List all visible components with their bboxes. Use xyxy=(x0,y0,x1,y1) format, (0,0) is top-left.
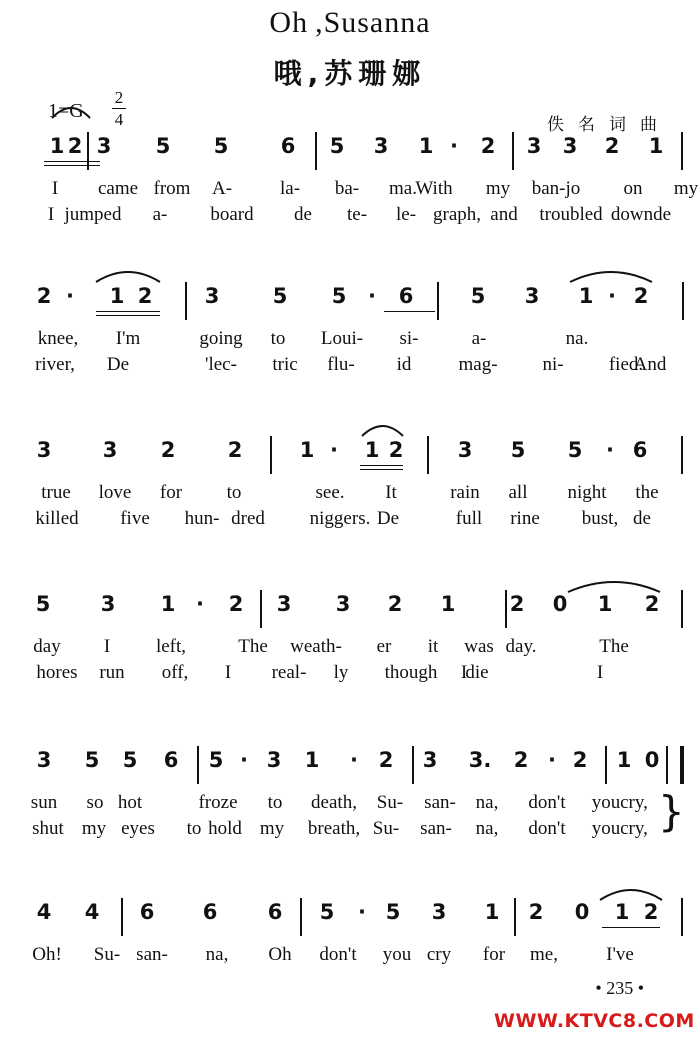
meter-bottom: 4 xyxy=(114,110,124,129)
slur-arc xyxy=(566,578,662,594)
jianpu-note: 3. xyxy=(468,748,492,772)
lyric-verse-2: na, xyxy=(475,818,499,839)
jianpu-note: 2 xyxy=(509,592,525,616)
lyric-verse-2: flu- xyxy=(327,354,355,375)
lyric-verse-1: The xyxy=(599,636,629,657)
bar-line xyxy=(315,132,317,170)
lyric-verse-2: de xyxy=(294,204,312,225)
jianpu-note: 1 xyxy=(484,900,500,924)
lyric-verse-2: full xyxy=(455,508,483,529)
lyric-verse-1: Oh! xyxy=(32,944,62,965)
lyric-verse-1: for xyxy=(482,944,506,965)
lyric-verse-1: I'm xyxy=(115,328,141,349)
jianpu-note: 5 xyxy=(331,284,347,308)
lyric-verse-2: my xyxy=(81,818,107,839)
jianpu-note: 2 xyxy=(228,592,244,616)
bar-line xyxy=(270,436,272,474)
jianpu-note: 5 xyxy=(567,438,583,462)
jianpu-note: 1 xyxy=(648,134,664,158)
jianpu-note: 5 xyxy=(319,900,335,924)
lyric-verse-2: graph, xyxy=(432,204,482,225)
lyric-verse-1: death, xyxy=(311,792,357,813)
lyric-verse-2: jumped xyxy=(64,204,122,225)
jianpu-note: 0 xyxy=(644,748,660,772)
lyric-verse-1: a- xyxy=(471,328,487,349)
lyric-verse-1: weath- xyxy=(290,636,342,657)
bar-line xyxy=(121,898,123,936)
lyric-verse-1: I xyxy=(103,636,111,657)
jianpu-note: 5 xyxy=(272,284,288,308)
lyric-verse-1: to xyxy=(226,482,242,503)
lyric-verse-1: see. xyxy=(315,482,345,503)
lyric-verse-2: my xyxy=(259,818,285,839)
lyric-verse-1: my xyxy=(673,178,699,199)
bar-line xyxy=(185,282,187,320)
jianpu-note: 2 xyxy=(388,438,404,462)
beam-underline xyxy=(360,465,403,466)
jianpu-note: 5 xyxy=(385,900,401,924)
slur-arc xyxy=(50,104,92,120)
lyric-verse-2: downde xyxy=(610,204,672,225)
lyric-verse-1: to xyxy=(270,328,286,349)
jianpu-note: 5 xyxy=(208,748,224,772)
meter-top: 2 xyxy=(114,88,124,107)
bar-line xyxy=(412,746,414,784)
jianpu-note: 3 xyxy=(102,438,118,462)
bar-line xyxy=(427,436,429,474)
bar-line xyxy=(681,898,683,936)
lyric-verse-2: te- xyxy=(346,204,368,225)
jianpu-note: 2 xyxy=(572,748,588,772)
jianpu-note: 1 xyxy=(440,592,456,616)
jianpu-note: · xyxy=(330,438,338,462)
jianpu-note: 5 xyxy=(84,748,100,772)
lyric-verse-1: na, xyxy=(205,944,229,965)
bar-line xyxy=(666,746,668,784)
time-signature xyxy=(112,88,126,129)
lyric-verse-1: la- xyxy=(279,178,301,199)
jianpu-note: 5 xyxy=(35,592,51,616)
jianpu-note: 5 xyxy=(122,748,138,772)
beam-underline xyxy=(360,469,403,470)
jianpu-note: · xyxy=(368,284,376,308)
jianpu-note: 2 xyxy=(513,748,529,772)
lyric-verse-2: ni- xyxy=(542,354,564,375)
jianpu-note: 5 xyxy=(470,284,486,308)
jianpu-note: 4 xyxy=(36,900,52,924)
lyric-verse-1: Su- xyxy=(376,792,404,813)
lyric-verse-1: don't xyxy=(528,792,566,813)
jianpu-note: 3 xyxy=(204,284,220,308)
bar-line xyxy=(681,590,683,628)
beam-underline xyxy=(602,927,660,928)
lyric-verse-2: hores xyxy=(36,662,78,683)
lyric-verse-2: Su- xyxy=(372,818,400,839)
lyric-verse-1: si- xyxy=(399,328,419,349)
lyric-verse-2: die xyxy=(465,662,489,683)
lyric-verse-2: I xyxy=(460,662,468,683)
lyric-verse-2: bust, xyxy=(581,508,619,529)
bar-line xyxy=(300,898,302,936)
beam-underline xyxy=(44,161,100,162)
slur-arc xyxy=(568,268,654,284)
jianpu-note: 3 xyxy=(524,284,540,308)
lyric-verse-1: Oh xyxy=(268,944,292,965)
jianpu-note: 6 xyxy=(202,900,218,924)
lyric-verse-2: off, xyxy=(161,662,189,683)
lyric-verse-1: san- xyxy=(136,944,168,965)
bar-line xyxy=(682,282,684,320)
jianpu-note: · xyxy=(358,900,366,924)
jianpu-note: 1 xyxy=(304,748,320,772)
lyric-verse-2: river, xyxy=(35,354,75,375)
lyric-verse-1: ban-jo xyxy=(531,178,581,199)
lyric-verse-2: le- xyxy=(395,204,417,225)
jianpu-note: 3 xyxy=(96,134,112,158)
jianpu-note: 1 xyxy=(160,592,176,616)
lyric-verse-1: ma. xyxy=(389,178,417,199)
lyric-verse-1: hot xyxy=(117,792,143,813)
lyric-verse-1: Su- xyxy=(93,944,121,965)
jianpu-note: 6 xyxy=(280,134,296,158)
lyric-verse-2: I xyxy=(596,662,604,683)
song-title-english: Oh ,Susanna xyxy=(269,6,431,39)
lyric-verse-1: came xyxy=(97,178,139,199)
jianpu-note: · xyxy=(240,748,248,772)
jianpu-note: 6 xyxy=(632,438,648,462)
jianpu-note: 2 xyxy=(480,134,496,158)
bar-line xyxy=(512,132,514,170)
jianpu-note: · xyxy=(548,748,556,772)
jianpu-note: 2 xyxy=(604,134,620,158)
jianpu-note: 2 xyxy=(137,284,153,308)
lyric-verse-1: cry, xyxy=(620,792,648,813)
bar-line xyxy=(197,746,199,784)
jianpu-note: 3 xyxy=(36,438,52,462)
jianpu-note: 1 xyxy=(578,284,594,308)
website-watermark: WWW.KTVC8.COM xyxy=(494,1010,695,1032)
jianpu-note: 6 xyxy=(163,748,179,772)
jianpu-note: 2 xyxy=(160,438,176,462)
lyric-verse-2: hold xyxy=(208,818,242,839)
jianpu-note: 3 xyxy=(562,134,578,158)
lyric-verse-2: don't xyxy=(528,818,566,839)
lyric-verse-1: I xyxy=(51,178,59,199)
jianpu-note: 3 xyxy=(457,438,473,462)
lyric-verse-2: troubled xyxy=(539,204,603,225)
jianpu-note: 3 xyxy=(335,592,351,616)
lyric-verse-2: I xyxy=(47,204,55,225)
lyric-verse-1: sun xyxy=(30,792,58,813)
jianpu-note: 6 xyxy=(398,284,414,308)
beam-underline xyxy=(96,311,160,312)
jianpu-note: 1 xyxy=(616,748,632,772)
lyric-verse-2: De xyxy=(106,354,130,375)
lyric-verse-1: was xyxy=(464,636,494,657)
lyric-verse-1: love xyxy=(98,482,132,503)
lyric-verse-2: id xyxy=(396,354,412,375)
final-bar-line xyxy=(680,746,684,784)
jianpu-note: · xyxy=(196,592,204,616)
verse-brace: } xyxy=(658,787,685,836)
bar-line xyxy=(437,282,439,320)
lyric-verse-1: so xyxy=(86,792,104,813)
lyric-verse-1: to xyxy=(267,792,283,813)
lyric-verse-2: dred xyxy=(231,508,265,529)
jianpu-note: 5 xyxy=(155,134,171,158)
lyric-verse-2: And xyxy=(633,354,667,375)
lyric-verse-2: fied. xyxy=(608,354,644,375)
jianpu-note: 5 xyxy=(510,438,526,462)
jianpu-note: · xyxy=(606,438,614,462)
lyric-verse-2: rine xyxy=(510,508,540,529)
slur-arc xyxy=(598,886,664,902)
jianpu-note: 3 xyxy=(36,748,52,772)
bar-line xyxy=(681,132,683,170)
jianpu-note: 1 xyxy=(614,900,630,924)
lyric-verse-2: to xyxy=(186,818,202,839)
jianpu-note: 0 xyxy=(574,900,590,924)
jianpu-note: 1 xyxy=(597,592,613,616)
lyric-verse-1: I've xyxy=(606,944,634,965)
lyric-verse-2: De xyxy=(376,508,400,529)
lyric-verse-1: na, xyxy=(475,792,499,813)
jianpu-note: 5 xyxy=(329,134,345,158)
bar-line xyxy=(514,898,516,936)
beam-underline xyxy=(384,311,435,312)
lyric-verse-2: niggers. xyxy=(309,508,371,529)
lyric-verse-1: don't xyxy=(319,944,357,965)
lyric-verse-2: and xyxy=(490,204,518,225)
jianpu-note: 1 xyxy=(109,284,125,308)
jianpu-note: 0 xyxy=(552,592,568,616)
lyric-verse-1: it xyxy=(427,636,439,657)
beam-underline xyxy=(44,165,100,166)
lyric-verse-2: hun- xyxy=(184,508,220,529)
key-signature: 1=G xyxy=(48,100,84,122)
lyric-verse-2: real- xyxy=(271,662,307,683)
jianpu-note: 3 xyxy=(526,134,542,158)
lyric-verse-1: from xyxy=(153,178,191,199)
lyric-verse-1: er xyxy=(376,636,392,657)
jianpu-note: 3 xyxy=(100,592,116,616)
bar-line xyxy=(681,436,683,474)
jianpu-note: 6 xyxy=(267,900,283,924)
jianpu-note: 2 xyxy=(387,592,403,616)
jianpu-note: 2 xyxy=(67,134,83,158)
lyric-verse-1: on xyxy=(623,178,643,199)
lyric-verse-2: breath, xyxy=(307,818,361,839)
lyric-verse-2: a- xyxy=(152,204,168,225)
song-title-chinese: 哦,苏珊娜 xyxy=(273,57,427,90)
lyric-verse-2: de xyxy=(633,508,651,529)
slur-arc xyxy=(360,422,405,438)
lyric-verse-1: A- xyxy=(211,178,233,199)
jianpu-note: · xyxy=(350,748,358,772)
jianpu-note: 2 xyxy=(378,748,394,772)
jianpu-note: 1 xyxy=(418,134,434,158)
lyric-verse-1: going xyxy=(199,328,243,349)
lyric-verse-1: san- xyxy=(424,792,456,813)
lyric-verse-2: ly xyxy=(333,662,349,683)
lyric-verse-2: I xyxy=(224,662,232,683)
jianpu-note: 1 xyxy=(49,134,65,158)
lyric-verse-1: my xyxy=(485,178,511,199)
lyric-verse-1: With xyxy=(415,178,453,199)
lyric-verse-1: knee, xyxy=(37,328,79,349)
lyric-verse-2: tric xyxy=(272,354,298,375)
jianpu-note: 3 xyxy=(276,592,292,616)
lyric-verse-1: day. xyxy=(505,636,537,657)
jianpu-note: 2 xyxy=(643,900,659,924)
jianpu-note: · xyxy=(450,134,458,158)
bar-line xyxy=(260,590,262,628)
lyric-verse-1: the xyxy=(635,482,659,503)
lyric-verse-2: shut xyxy=(32,818,64,839)
lyric-verse-1: all xyxy=(508,482,528,503)
lyric-verse-1: me, xyxy=(530,944,558,965)
lyric-verse-1: day xyxy=(33,636,61,657)
lyric-verse-1: cry xyxy=(426,944,452,965)
jianpu-note: 5 xyxy=(213,134,229,158)
lyric-verse-1: na. xyxy=(565,328,589,349)
lyric-verse-1: rain xyxy=(450,482,480,503)
lyric-verse-2: board xyxy=(210,204,254,225)
bar-line xyxy=(605,746,607,784)
lyric-verse-2: though xyxy=(384,662,438,683)
bar-line xyxy=(505,590,507,628)
jianpu-note: 2 xyxy=(644,592,660,616)
slur-arc xyxy=(94,268,162,284)
jianpu-note: 3 xyxy=(373,134,389,158)
lyric-verse-2: mag- xyxy=(458,354,498,375)
lyric-verse-1: for xyxy=(159,482,183,503)
lyric-verse-2: killed xyxy=(35,508,79,529)
beam-underline xyxy=(96,315,160,316)
lyric-verse-1: ba- xyxy=(334,178,360,199)
lyric-verse-1: It xyxy=(385,482,397,503)
lyric-verse-1: The xyxy=(238,636,268,657)
lyric-verse-1: Loui- xyxy=(320,328,364,349)
lyric-verse-2: san- xyxy=(420,818,452,839)
jianpu-note: 1 xyxy=(364,438,380,462)
lyric-verse-1: left, xyxy=(155,636,187,657)
jianpu-note: · xyxy=(66,284,74,308)
jianpu-note: 2 xyxy=(633,284,649,308)
lyric-verse-2: eyes xyxy=(121,818,155,839)
lyric-verse-1: true xyxy=(41,482,71,503)
lyric-verse-1: you xyxy=(591,792,621,813)
jianpu-note: 2 xyxy=(528,900,544,924)
page-number: • 235 • xyxy=(595,978,644,998)
lyric-verse-2: cry, xyxy=(620,818,648,839)
jianpu-note: 3 xyxy=(422,748,438,772)
lyric-verse-1: you xyxy=(382,944,412,965)
lyric-verse-2: five xyxy=(120,508,150,529)
lyric-verse-2: run xyxy=(99,662,125,683)
lyric-verse-1: froze xyxy=(198,792,238,813)
jianpu-note: 3 xyxy=(431,900,447,924)
jianpu-note: · xyxy=(608,284,616,308)
jianpu-note: 2 xyxy=(227,438,243,462)
jianpu-note: 4 xyxy=(84,900,100,924)
jianpu-note: 3 xyxy=(266,748,282,772)
jianpu-note: 6 xyxy=(139,900,155,924)
jianpu-note: 1 xyxy=(299,438,315,462)
jianpu-note: 2 xyxy=(36,284,52,308)
lyric-verse-2: you xyxy=(591,818,621,839)
lyric-verse-2: 'lec- xyxy=(205,354,237,375)
lyric-verse-1: night xyxy=(567,482,607,503)
credit-composer: 佚名词曲 xyxy=(547,115,671,135)
